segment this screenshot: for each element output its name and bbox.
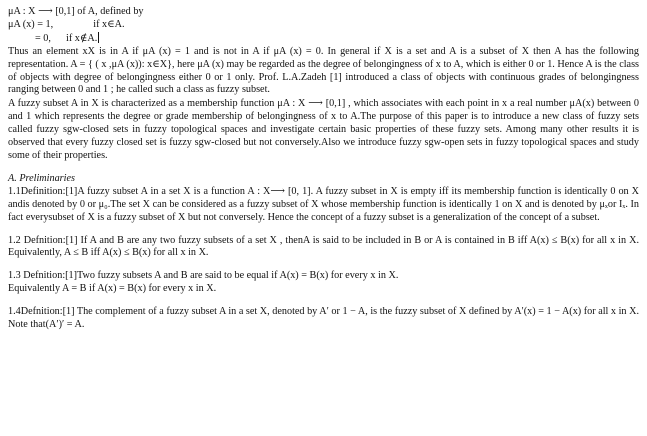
membership-condition-not-in: if x∉A.	[66, 32, 98, 44]
membership-value-one: μA (x) = 1,	[8, 18, 54, 30]
intro-paragraph-1: Thus an element xX is in A if μA (x) = 1 and is not in A if μA (x) = 0. In general if X is a set and A is a subset of X then A has the following representation. A = { ( x ,μA (x)): x∈X}, here μA (x) may be regarded as the degree of belongingness of x to A, which is either 0 or 1. Hence A is the class of objects with degree of belongingness either 0 or 1 only. Prof. L.A.Zadeh [1] introduced a class of objects with continuous grades of belongingness ranging between 0 and 1 ; he called such a class as fuzzy subset.	[8, 45, 639, 96]
intro-paragraph-2: A fuzzy subset A in X is characterized as a membership function μA : X ⟶ [0,1] , which associates with each point in x a real number μA(x) between 0 and 1 which represents the degree or grade membership of belongingness of x to A.The purpose of this paper is to introduce a new class of fuzzy sets called fuzzy sgw-closed sets in fuzzy topological spaces and investigate certain basic properties of these fuzzy sets. Among many other results it is observed that every fuzzy closed set is fuzzy sgw-closed but not conversely.Also we introduce fuzzy sgw-open sets in fuzzy topological spaces and study some of their properties.	[8, 98, 639, 161]
definition-1-4: 1.4Defnition:[1] The complement of a fuzzy subset A in a set X, denoted by A′ or 1 − A, is the fuzzy subset of X defined by A′(x) = 1 − A(x) for all x in X. Note that(A′)′ = A.	[8, 306, 639, 331]
membership-condition-in: if x∈A.	[93, 18, 125, 30]
membership-definition-line-3	[8, 32, 639, 46]
membership-value-zero: = 0,	[35, 32, 51, 44]
text-cursor	[98, 32, 99, 43]
membership-definition-line-2	[8, 19, 639, 32]
definition-1-3-line-1: 1.3 Defnition:[1]Two fuzzy subsets A and B are said to be equal if A(x) = B(x) for every x in X.	[8, 270, 399, 282]
membership-definition-line-1	[8, 6, 639, 19]
definition-1-3-line-2: Equivalently A = B if A(x) = B(x) for every x in X.	[8, 283, 217, 295]
definition-1-3	[8, 270, 639, 296]
definition-1-2: 1.2 Defnition:[1] If A and B are any two fuzzy subsets of a set X , thenA is said to be included in B or A is contained in B iff A(x) ≤ B(x) for all x in X. Equivalently, A ≤ B iff A(x) ≤ B(x) for all x in X.	[8, 234, 639, 259]
definition-1-1: 1.1Definition:[1]A fuzzy subset A in a set X is a function A : X⟶ [0, 1]. A fuzzy subset in X is empty iff its membership function is identically 0 on X andis denoted by 0 or μ₀.The set X can be considered as a fuzzy subset of X whose membership function is identically 1 on X and is denoted by μₓor Iₓ. In fact everysubset of X is a fuzzy subset of X but not conversely. Hence the concept of a fuzzy subset is a generalization of the concept of a subset.	[8, 185, 639, 223]
section-heading: A. Preliminaries	[8, 172, 75, 184]
membership-map-text: μA : X ⟶ [0,1] of A, defined by	[8, 6, 144, 17]
